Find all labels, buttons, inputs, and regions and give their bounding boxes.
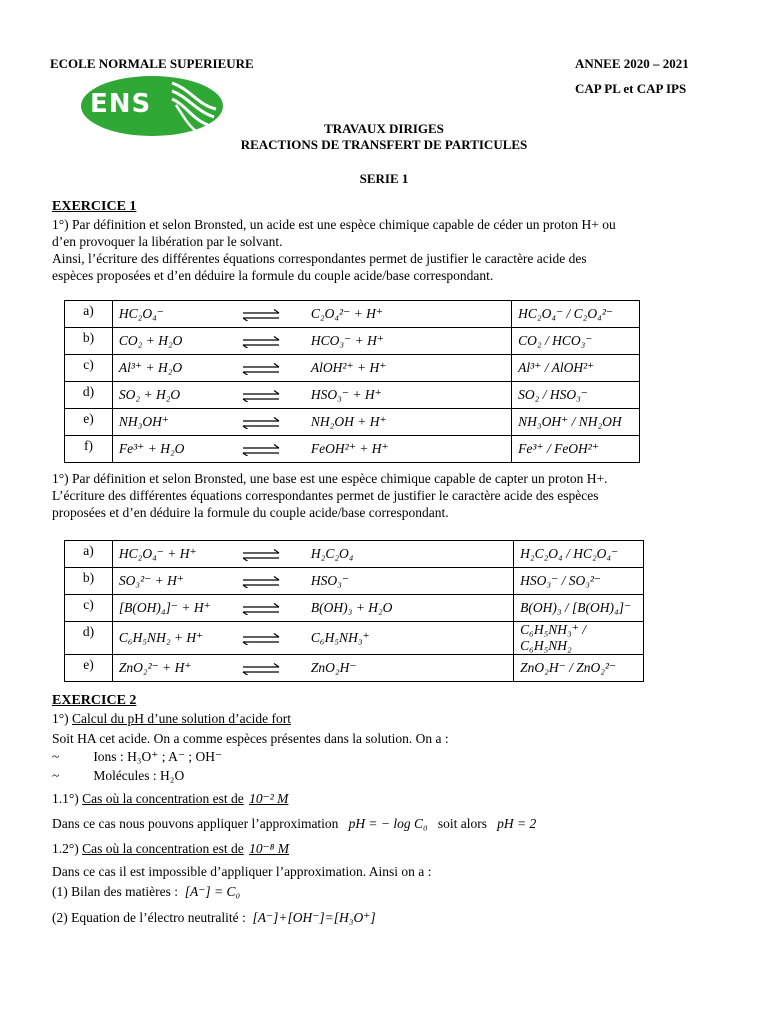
reaction-equation bbox=[112, 301, 511, 328]
product: AlOH²⁺ + H⁺ bbox=[310, 360, 387, 375]
case-1-2-text: Dans ce cas il est impossible d’appliquer l’approximation. Ainsi on a : bbox=[52, 864, 432, 879]
product: NH₂OH + H⁺ bbox=[310, 414, 387, 429]
reaction-row bbox=[65, 301, 640, 328]
reactant: HC₂O₄⁻ + H⁺ bbox=[118, 546, 197, 561]
bilan-line: (1) Bilan des matières : [A⁻] = C₀ bbox=[52, 884, 241, 899]
reactant: Fe³⁺ + H₂O bbox=[118, 441, 185, 456]
molecules-line: ~ Molécules : H₂O bbox=[52, 768, 185, 783]
logo-text: ENS bbox=[90, 89, 152, 119]
case-1-2: 1.2°) Cas où la concentration est de 10⁻⁸ M bbox=[52, 841, 290, 856]
product: C₆H₅NH₃⁺ bbox=[310, 630, 370, 645]
reaction-row bbox=[65, 436, 640, 463]
product: C₂O₄²⁻ + H⁺ bbox=[310, 306, 383, 321]
reactant: C₆H₅NH₂ + H⁺ bbox=[118, 630, 204, 645]
acid-base-couple: Fe³⁺ / FeOH²⁺ bbox=[512, 436, 640, 463]
ions-line: ~ Ions : H₃O⁺ ; A⁻ ; OH⁻ bbox=[52, 749, 223, 764]
product: FeOH²⁺ + H⁺ bbox=[310, 441, 389, 456]
equilibrium-arrow-icon bbox=[241, 336, 281, 348]
reaction-label: a) bbox=[65, 541, 113, 568]
acid-base-couple: H₂C₂O₄ / HC₂O₄⁻ bbox=[514, 541, 644, 568]
acid-base-couple: CO₂ / HCO₃⁻ bbox=[512, 328, 640, 355]
acid-base-couple: C₆H₅NH₃⁺ / C₆H₅NH₂ bbox=[514, 622, 644, 655]
equilibrium-arrow-icon bbox=[241, 603, 281, 615]
acid-base-couple: HSO₃⁻ / SO₃²⁻ bbox=[514, 568, 644, 595]
reaction-label: e) bbox=[65, 655, 113, 682]
title-subject: REACTIONS DE TRANSFERT DE PARTICULES bbox=[240, 137, 528, 152]
reaction-equation bbox=[112, 382, 511, 409]
reaction-label: b) bbox=[65, 328, 113, 355]
reactant: SO₂ + H₂O bbox=[118, 387, 181, 402]
reactant: Al³⁺ + H₂O bbox=[118, 360, 183, 375]
reaction-row bbox=[65, 328, 640, 355]
exercise-1-title: EXERCICE 1 bbox=[52, 199, 137, 214]
reaction-row bbox=[65, 355, 640, 382]
equilibrium-arrow-icon bbox=[241, 663, 281, 675]
acid-reactions-table bbox=[64, 300, 640, 463]
ex2-question-1: 1°) Calcul du pH d’une solution d’acide fort bbox=[52, 711, 291, 726]
acid-base-couple: ZnO₂H⁻ / ZnO₂²⁻ bbox=[514, 655, 644, 682]
reaction-row bbox=[65, 568, 644, 595]
reaction-row bbox=[65, 622, 644, 655]
reaction-equation bbox=[112, 568, 513, 595]
reactant: HC₂O₄⁻ bbox=[118, 306, 164, 321]
reaction-equation bbox=[112, 595, 513, 622]
reaction-label: d) bbox=[65, 382, 113, 409]
program-name: CAP PL et CAP IPS bbox=[575, 81, 687, 96]
product: H₂C₂O₄ bbox=[310, 546, 354, 561]
acid-base-couple: Al³⁺ / AlOH²⁺ bbox=[512, 355, 640, 382]
ex2-line-species: Soit HA cet acide. On a comme espèces présentes dans la solution. On a : bbox=[52, 731, 449, 746]
product: ZnO₂H⁻ bbox=[310, 660, 357, 675]
reaction-row bbox=[65, 595, 644, 622]
equilibrium-arrow-icon bbox=[241, 576, 281, 588]
case-1-1: 1.1°) Cas où la concentration est de 10⁻² M bbox=[52, 791, 289, 806]
reaction-row bbox=[65, 409, 640, 436]
product: HCO₃⁻ + H⁺ bbox=[310, 333, 384, 348]
reaction-label: c) bbox=[65, 355, 113, 382]
equilibrium-arrow-icon bbox=[241, 309, 281, 321]
acid-base-couple: HC₂O₄⁻ / C₂O₄²⁻ bbox=[512, 301, 640, 328]
reaction-equation bbox=[112, 328, 511, 355]
reaction-label: a) bbox=[65, 301, 113, 328]
reaction-row bbox=[65, 382, 640, 409]
reaction-label: f) bbox=[65, 436, 113, 463]
reaction-equation bbox=[112, 409, 511, 436]
acid-base-couple: B(OH)₃ / [B(OH)₄]⁻ bbox=[514, 595, 644, 622]
reactant: CO₂ + H₂O bbox=[118, 333, 183, 348]
equilibrium-arrow-icon bbox=[241, 549, 281, 561]
school-name: ECOLE NORMALE SUPERIEURE bbox=[50, 56, 254, 71]
product: HSO₃⁻ bbox=[310, 573, 349, 588]
exercise-2-title: EXERCICE 2 bbox=[52, 693, 137, 708]
acid-base-couple: SO₂ / HSO₃⁻ bbox=[512, 382, 640, 409]
reactant: SO₃²⁻ + H⁺ bbox=[118, 573, 185, 588]
equilibrium-arrow-icon bbox=[241, 390, 281, 402]
equilibrium-arrow-icon bbox=[241, 633, 281, 645]
reaction-label: c) bbox=[65, 595, 113, 622]
reaction-equation bbox=[112, 436, 511, 463]
reaction-equation bbox=[112, 655, 513, 682]
product: HSO₃⁻ + H⁺ bbox=[310, 387, 382, 402]
equilibrium-arrow-icon bbox=[241, 444, 281, 456]
reaction-label: b) bbox=[65, 568, 113, 595]
acid-base-couple: NH₃OH⁺ / NH₂OH bbox=[512, 409, 640, 436]
reaction-row bbox=[65, 541, 644, 568]
reaction-row bbox=[65, 655, 644, 682]
product: B(OH)₃ + H₂O bbox=[310, 600, 393, 615]
title-serie: SERIE 1 bbox=[359, 171, 409, 186]
ex1-paragraph-2: 1°) Par définition et selon Bronsted, une base est une espèce chimique capable de capter un proton H+. L’écriture des différentes équations correspondantes permet de justifier le caractère acide des espèces proposées et d’en déduire la formule du couple acide/base correspondant. bbox=[52, 471, 608, 520]
equilibrium-arrow-icon bbox=[241, 363, 281, 375]
reaction-equation bbox=[112, 355, 511, 382]
reaction-label: d) bbox=[65, 622, 113, 655]
reactant: NH₃OH⁺ bbox=[118, 414, 169, 429]
reactant: [B(OH)₄]⁻ + H⁺ bbox=[118, 600, 211, 615]
school-year: ANNEE 2020 – 2021 bbox=[575, 56, 689, 71]
base-reactions-table bbox=[64, 540, 644, 682]
reaction-label: e) bbox=[65, 409, 113, 436]
electroneutrality-line: (2) Equation de l’électro neutralité : [A⁻]+[OH⁻]=[H₃O⁺] bbox=[52, 910, 376, 925]
case-1-1-text: Dans ce cas nous pouvons appliquer l’approximation pH = − log C₀ soit alors pH = 2 bbox=[52, 816, 537, 831]
equilibrium-arrow-icon bbox=[241, 417, 281, 429]
title-td: TRAVAUX DIRIGES bbox=[324, 121, 444, 136]
reaction-equation bbox=[112, 622, 513, 655]
ex1-paragraph-1: 1°) Par définition et selon Bronsted, un acide est une espèce chimique capable de céder un proton H+ ou d’en provoquer la libération par le solvant. Ainsi, l’écriture des différentes équations correspondantes permet de justifier le caractère acide des espèces proposées et d’en déduire la formule du couple acide/base correspondant. bbox=[52, 217, 616, 283]
reactant: ZnO₂²⁻ + H⁺ bbox=[118, 660, 192, 675]
reaction-equation bbox=[112, 541, 513, 568]
